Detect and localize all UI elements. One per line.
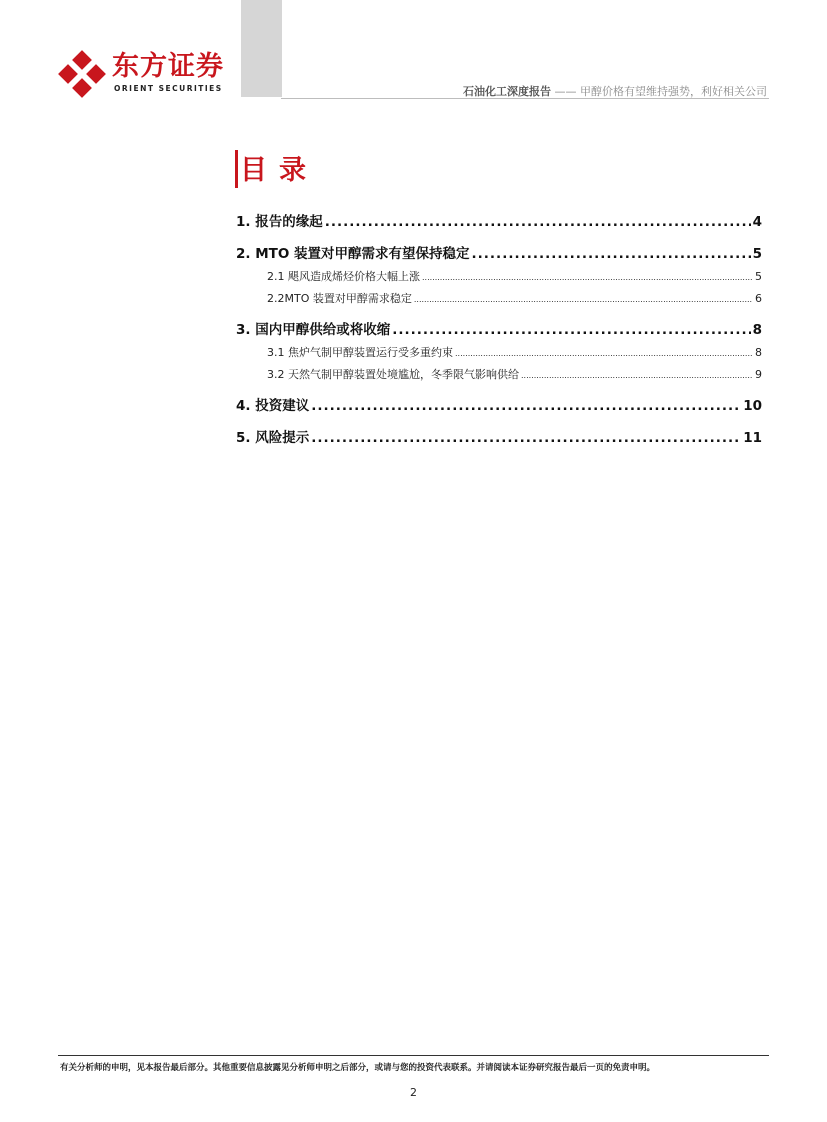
- table-of-contents: [236, 210, 762, 450]
- toc-leader-dots: [521, 365, 753, 386]
- report-subtitle: 甲醇价格有望维持强势，利好相关公司: [580, 85, 767, 98]
- logo-chinese-name: 东方证券: [112, 51, 224, 82]
- company-logo: [58, 50, 228, 98]
- toc-item-page: 11: [743, 430, 762, 446]
- footer-divider: [58, 1055, 769, 1056]
- toc-title: 目录: [240, 155, 318, 186]
- toc-accent-bar: [235, 150, 238, 188]
- toc-item-label: 3. 国内甲醇供给或将收缩: [236, 322, 391, 338]
- toc-subitem-label: 2.2MTO 装置对甲醇需求稳定: [267, 292, 412, 305]
- toc-item-page: 4: [752, 214, 762, 230]
- toc-item-2[interactable]: [236, 242, 762, 266]
- toc-item-page: 10: [743, 398, 762, 414]
- logo-mark-icon: [58, 50, 106, 98]
- toc-item-3-2[interactable]: [236, 364, 762, 386]
- toc-leader-dots: [414, 289, 753, 310]
- toc-subitem-page: 9: [755, 368, 762, 381]
- toc-item-5[interactable]: [236, 426, 762, 450]
- toc-item-4[interactable]: [236, 394, 762, 418]
- report-header: [463, 83, 767, 99]
- toc-item-page: 8: [752, 322, 762, 338]
- toc-item-label: 2. MTO 装置对甲醇需求有望保持稳定: [236, 246, 470, 262]
- toc-item-label: 1. 报告的缘起: [236, 214, 323, 230]
- toc-item-3[interactable]: [236, 318, 762, 342]
- header-gray-tab: [241, 0, 282, 97]
- toc-subitem-label: 3.2 天然气制甲醇装置处境尴尬，冬季限气影响供给: [267, 368, 519, 381]
- toc-item-label: 4. 投资建议: [236, 398, 310, 414]
- page-number: 2: [410, 1086, 417, 1099]
- toc-item-label: 5. 风险提示: [236, 430, 310, 446]
- toc-subitem-page: 8: [755, 346, 762, 359]
- toc-leader-dots: [455, 343, 753, 364]
- toc-subitem-page: 6: [755, 292, 762, 305]
- footer-disclaimer: 有关分析师的申明，见本报告最后部分。其他重要信息披露见分析师申明之后部分，或请与您的投资代表联系。并请阅读本证券研究报告最后一页的免责申明。: [60, 1063, 656, 1073]
- toc-leader-dots: [392, 318, 750, 342]
- toc-leader-dots: [325, 210, 751, 234]
- toc-leader-dots: [311, 394, 741, 418]
- toc-subitem-label: 3.1 焦炉气制甲醇装置运行受多重约束: [267, 346, 453, 359]
- toc-item-page: 5: [752, 246, 762, 262]
- toc-item-1[interactable]: [236, 210, 762, 234]
- header-separator: ——: [554, 85, 577, 98]
- report-category: 石油化工深度报告: [463, 85, 551, 98]
- toc-leader-dots: [311, 426, 741, 450]
- toc-subitem-page: 5: [755, 270, 762, 283]
- logo-english-name: ORIENT SECURITIES: [114, 84, 223, 93]
- toc-leader-dots: [422, 267, 753, 288]
- toc-subitem-label: 2.1 飓风造成烯烃价格大幅上涨: [267, 270, 420, 283]
- header-divider: [281, 98, 769, 99]
- toc-item-3-1[interactable]: [236, 342, 762, 364]
- toc-item-2-2[interactable]: [236, 288, 762, 310]
- toc-item-2-1[interactable]: [236, 266, 762, 288]
- toc-leader-dots: [472, 242, 751, 266]
